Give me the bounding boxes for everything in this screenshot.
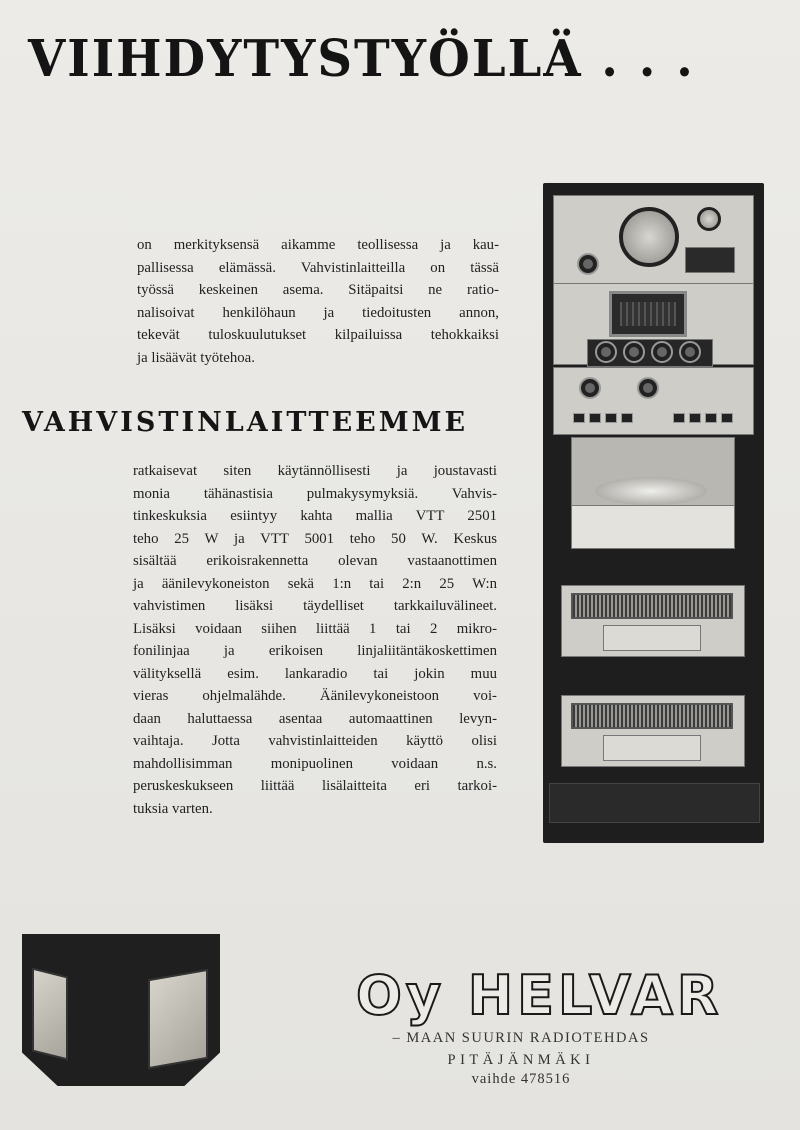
toggle-switch <box>721 413 733 423</box>
body-paragraph <box>133 460 497 820</box>
body-line: tinkeskuksia esiintyy kahta mallia VTT 2501 <box>133 508 497 524</box>
body-line: vaihtaja. Jotta vahvistinlaitteiden käyttö olisi <box>133 733 497 749</box>
amplifier-rack-photo <box>543 183 764 843</box>
company-phone: vaihde 478516 <box>471 1071 571 1087</box>
intro-line: nalisoivat henkilöhaun ja tiedoitusten annon, <box>137 304 499 321</box>
vent-grille <box>571 703 733 729</box>
rack-base <box>549 783 760 823</box>
body-line: ratkaisevat siten käytännöllisesti ja joustavasti <box>133 463 497 479</box>
body-line: peruskeskukseen liittää lisälaitteita eri tarkoi- <box>133 778 497 794</box>
toggle-switch <box>621 413 633 423</box>
level-meter <box>697 207 721 231</box>
control-knob <box>577 253 599 275</box>
body-line: daan haluttaessa asentaa automaattinen levyn- <box>133 710 497 727</box>
subheading: VAHVISTINLAITTEEMME <box>22 407 469 438</box>
control-knob <box>623 341 645 363</box>
body-line: monia tähänastisia pulmakysymyksiä. Vahvis- <box>133 485 497 502</box>
company-logo: Oy HELVAR <box>356 964 723 1027</box>
company-slogan: – MAAN SUURIN RADIOTEHDAS <box>392 1030 650 1046</box>
intro-line: ja lisäävät työtehoa. <box>137 349 255 366</box>
headline: VIIHDYTYSTYÖLLÄ . . . <box>28 30 695 89</box>
intro-paragraph <box>137 234 499 369</box>
body-line: sisältää erikoisrakennetta olevan vastaanottimen <box>133 553 497 569</box>
toggle-switch <box>573 413 585 423</box>
speaker-grille-left <box>32 968 68 1061</box>
monitor-meter <box>609 291 687 337</box>
intro-line: on merkityksensä aikamme teollisessa ja kau- <box>137 237 499 253</box>
toggle-switch <box>689 413 701 423</box>
body-line: mahdollisimman monipuolinen voidaan n.s. <box>133 755 497 772</box>
body-line: teho 25 W ja VTT 5001 teho 50 W. Keskus <box>133 530 497 547</box>
body-line: ja äänilevykoneiston sekä 1:n tai 2:n 25 W:n <box>133 575 497 592</box>
body-line: välityksellä esim. lankaradio tai jokin muu <box>133 665 497 682</box>
control-knob <box>651 341 673 363</box>
body-line: vahvistimen lisäksi täydelliset tarkkailuvälineet. <box>133 598 497 614</box>
toggle-switch <box>673 413 685 423</box>
company-block <box>356 964 723 1088</box>
switch-block <box>685 247 735 273</box>
control-knob <box>679 341 701 363</box>
switch-panel <box>553 367 754 435</box>
control-knob <box>595 341 617 363</box>
intro-line: tekevät tuloskuulutukset kilpailuissa tehokkaiksi <box>137 327 499 343</box>
tuning-dial <box>619 207 679 267</box>
toggle-switch <box>605 413 617 423</box>
body-line: fonilinjaa ja erikoisen linjaliitäntäkoskettimen <box>133 643 497 659</box>
intro-line: työssä keskeinen asema. Sitäpaitsi ne ratio- <box>137 282 499 298</box>
turntable-front <box>571 505 735 549</box>
turntable-platter <box>595 477 707 505</box>
vent-grille <box>571 593 733 619</box>
body-line: Lisäksi voidaan siihen liittää 1 tai 2 mikro- <box>133 620 497 637</box>
toggle-switch <box>589 413 601 423</box>
intro-line: pallisessa elämässä. Vahvistinlaitteilla on tässä <box>137 259 499 276</box>
toggle-switch <box>705 413 717 423</box>
body-line: vieras ohjelmalähde. Äänilevykoneistoon voi- <box>133 688 497 704</box>
body-line: tuksia varten. <box>133 800 213 817</box>
control-knob <box>579 377 601 399</box>
loudspeaker-photo <box>22 934 220 1086</box>
speaker-grille-right <box>148 969 208 1070</box>
amplifier-controls <box>603 625 701 651</box>
control-knob <box>637 377 659 399</box>
amplifier-controls <box>603 735 701 761</box>
company-town: PITÄJÄNMÄKI <box>447 1052 595 1068</box>
